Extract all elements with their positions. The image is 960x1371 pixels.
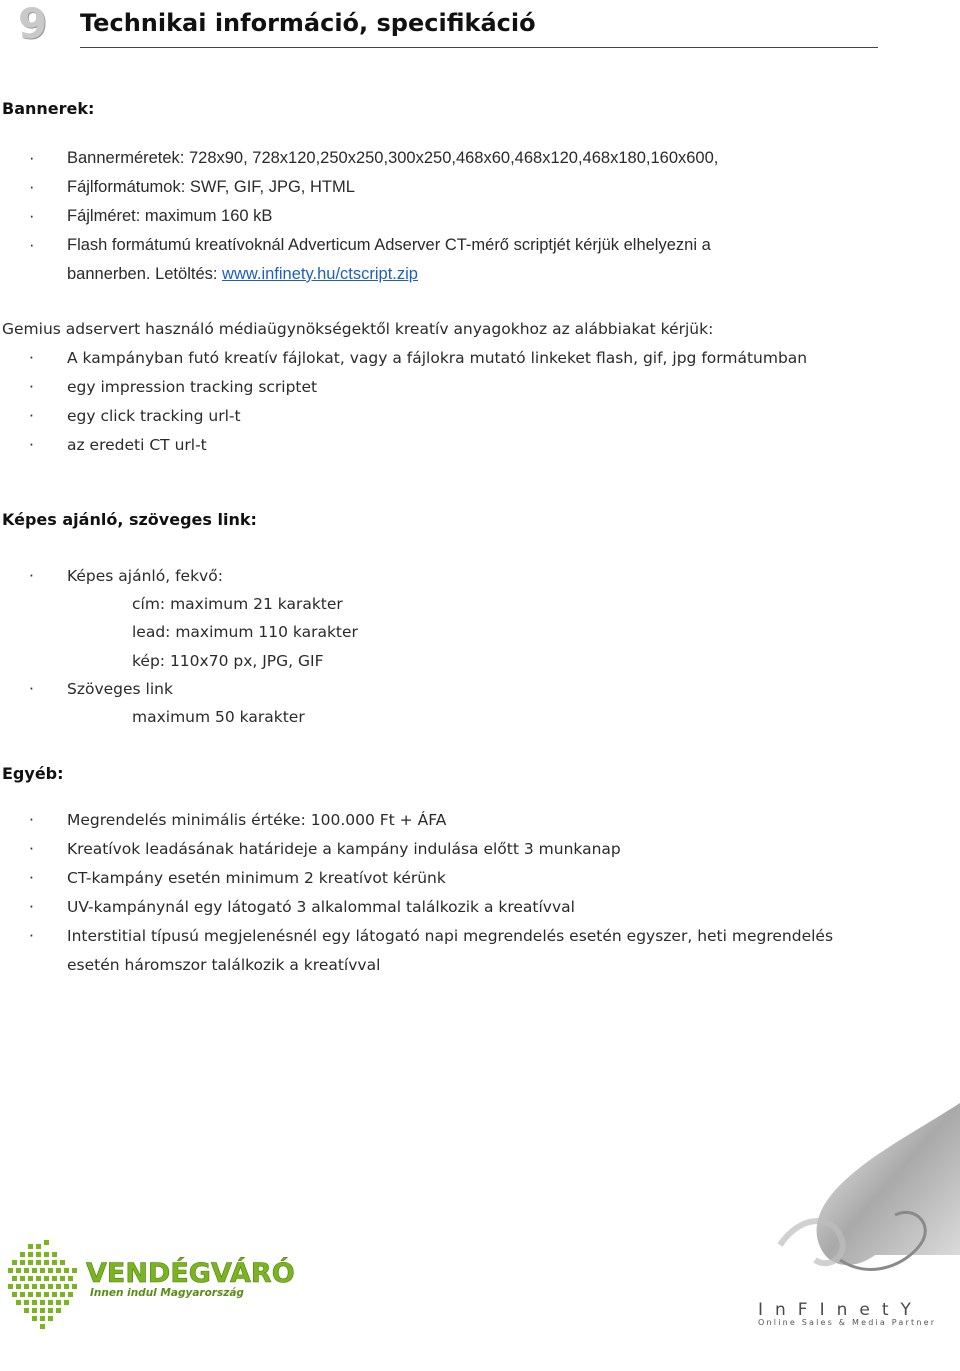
vendegvaro-tagline: Innen indul Magyarország [90,1287,244,1299]
sub-item: maximum 50 karakter [132,708,305,726]
infinety-swirl-icon [720,1095,960,1335]
bullet-icon: · [29,927,34,945]
title-divider [80,47,878,48]
page-number: 9 [18,0,48,48]
bullet-icon: · [29,178,35,196]
bullet-icon: · [29,898,34,916]
section-bannerek [2,98,920,120]
gemius-intro: Gemius adservert használó médiaügynökségektől kreatív anyagokhoz az alábbiakat kérjük: [2,320,714,338]
list-item: · Kreatívok leadásának határideje a kampány indulása előtt 3 munkanap [2,835,920,864]
sub-item: cím: maximum 21 karakter [132,595,343,613]
kepes-sublist-1 [2,590,920,675]
list-item: · egy impression tracking scriptet [2,373,920,402]
section-heading-bannerek: Bannerek: [2,99,95,118]
bullet-icon: · [29,207,35,225]
sub-item: lead: maximum 110 karakter [132,623,358,642]
bullet-icon: · [29,840,34,858]
section-heading-kepes: Képes ajánló, szöveges link: [2,510,257,529]
sub-item: kép: 110x70 px, JPG, GIF [132,651,324,670]
vendegvaro-logo [6,1238,324,1330]
map-dots-icon [8,1240,77,1329]
list-item-continuation: bannerben. Letöltés: www.infinety.hu/ctscript.zip [67,265,418,283]
list-item: · Interstitial típusú megjelenésnél egy látogató napi megrendelés esetén egyszer, heti megrendelés [2,922,920,951]
list-item: · Fájlformátumok: SWF, GIF, JPG, HTML [2,173,920,202]
bullet-icon: · [29,407,34,425]
list-item: · Flash formátumú kreatívoknál Adverticum Adserver CT-mérő scriptjét kérjük elhelyezni a [2,231,920,260]
bullet-icon: · [29,236,35,254]
list-item-continuation: esetén háromszor találkozik a kreatívval [67,956,381,974]
gemius-list [2,344,920,460]
list-item: · az eredeti CT url-t [2,431,920,460]
bullet-icon: · [29,378,34,396]
bullet-icon: · [29,567,34,585]
infinety-wordmark: InFInetY [758,1300,923,1320]
infinety-tagline: Online Sales & Media Partner [758,1318,937,1327]
egyeb-list [2,806,920,980]
list-item: · Megrendelés minimális értéke: 100.000 Ft + ÁFA [2,806,920,835]
bullet-icon: · [29,811,34,829]
list-item: · Képes ajánló, fekvő: [2,562,920,590]
list-item: · UV-kampánynál egy látogató 3 alkalommal találkozik a kreatívval [2,893,920,922]
kepes-list [2,562,920,590]
list-item: · egy click tracking url-t [2,402,920,431]
list-item: · Szöveges link [2,675,920,703]
vendegvaro-wordmark: VENDÉGVÁRÓ [86,1258,295,1289]
kepes-list-2 [2,675,920,703]
bullet-icon: · [29,680,34,698]
download-link[interactable]: www.infinety.hu/ctscript.zip [222,265,418,283]
list-item: · CT-kampány esetén minimum 2 kreatívot kérünk [2,864,920,893]
bullet-icon: · [29,349,34,367]
kepes-sublist-2 [2,703,920,731]
bullet-icon: · [29,436,34,454]
list-item: · Bannerméretek: 728x90, 728x120,250x250,300x250,468x60,468x120,468x180,160x600, [2,144,920,173]
page-title: Technikai információ, specifikáció [80,9,536,37]
list-item: · A kampányban futó kreatív fájlokat, vagy a fájlokra mutató linkeket flash, gif, jpg formátumban [2,344,920,373]
section-kepes [2,509,920,531]
section-egyeb [2,763,920,785]
bullet-icon: · [29,149,35,167]
list-item: · Fájlméret: maximum 160 kB [2,202,920,231]
bullet-icon: · [29,869,34,887]
section-heading-egyeb: Egyéb: [2,764,64,783]
bannerek-list [2,144,920,289]
